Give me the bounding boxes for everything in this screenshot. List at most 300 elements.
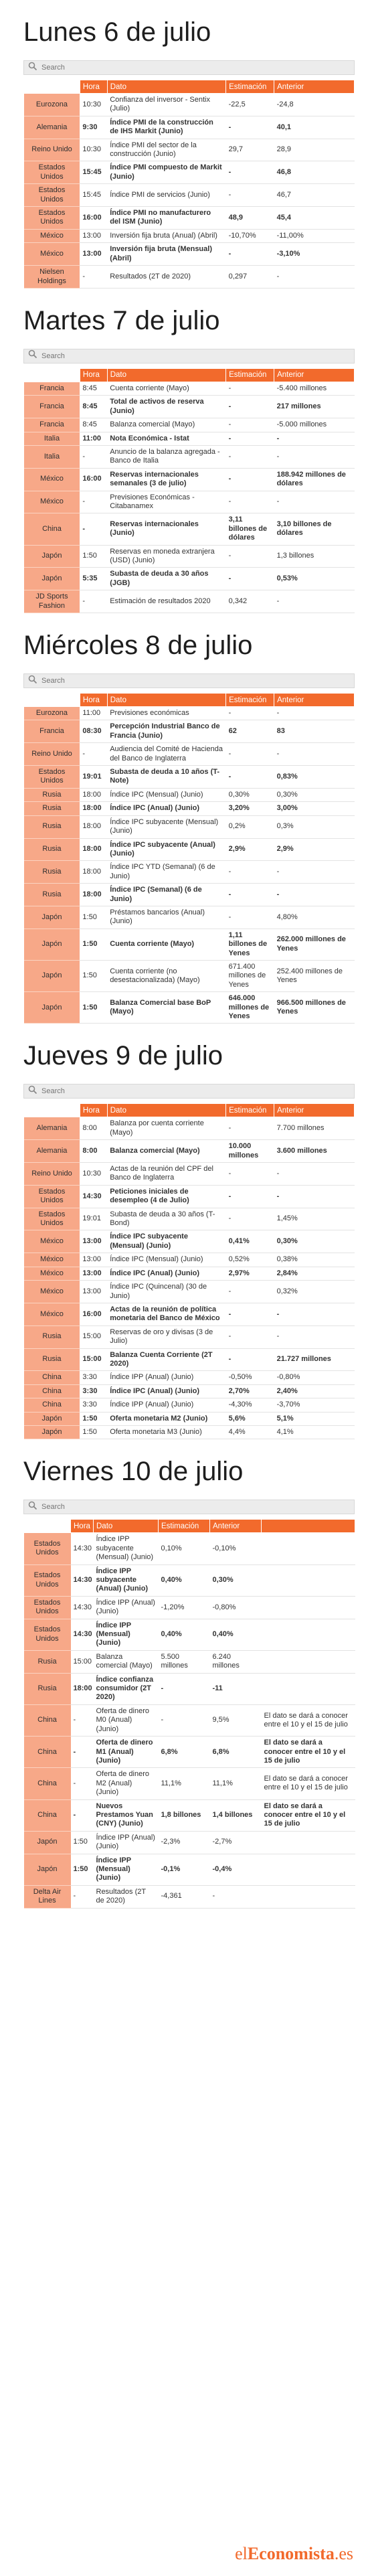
indicator-cell: Peticiones iniciales de desempleo (4 de Julio) [107,1185,225,1208]
column-header-previous: Anterior [274,1104,355,1117]
indicator-cell: Índice confianza consumidor (2T 2020) [94,1673,159,1704]
time-cell: 08:30 [80,720,107,743]
estimate-cell: - [226,1348,274,1371]
country-cell: Estados Unidos [24,161,80,184]
column-header-data: Dato [107,1104,225,1117]
country-cell: Japón [24,545,80,568]
previous-cell: 4,1% [274,1425,355,1439]
time-cell: 1:50 [80,992,107,1024]
previous-cell: 5,1% [274,1412,355,1425]
country-cell: Estados Unidos [24,766,80,789]
previous-cell: - [274,1185,355,1208]
estimate-cell: - [226,906,274,929]
column-header-data: Dato [107,368,225,382]
column-header-time: Hora [71,1520,94,1533]
country-cell: Rusia [24,1348,80,1371]
previous-cell: -0,80% [274,1371,355,1384]
table-row [24,545,355,568]
note-cell [262,1596,355,1619]
indicator-cell: Oferta de dinero M2 (Anual) (Junio) [94,1768,159,1799]
estimate-cell: - [159,1673,210,1704]
previous-cell: 2,84% [274,1267,355,1280]
indicator-cell: Índice IPP (Anual) (Junio) [107,1398,225,1412]
indicator-cell: Balanza comercial (Mayo) [94,1650,159,1673]
time-cell: 14:30 [71,1619,94,1650]
indicator-cell: Total de activos de reserva (Junio) [107,396,225,418]
search-input[interactable] [41,1087,323,1095]
indicator-cell: Cuenta corriente (Mayo) [107,929,225,960]
table-row [24,743,355,766]
previous-cell: 28,9 [274,139,355,161]
estimate-cell: 4,4% [226,1425,274,1439]
country-cell: JD Sports Fashion [24,590,80,613]
country-cell: México [24,229,80,242]
estimate-cell: 0,297 [226,266,274,289]
day-section [0,613,368,1024]
indicator-cell: Índice IPC (Anual) (Junio) [107,1384,225,1398]
estimate-cell: - [226,707,274,720]
search-input[interactable] [41,64,323,72]
indicator-cell: Balanza comercial (Mayo) [107,418,225,432]
estimate-cell: 671.400 millones de Yenes [226,960,274,991]
day-section [0,1024,368,1439]
table-row [24,184,355,207]
search-bar[interactable] [23,673,355,688]
indicator-cell: Índice PMI del sector de la construcción (Junio) [107,139,225,161]
estimate-cell: - [226,766,274,789]
indicator-cell: Índice IPC (Semanal) (6 de Junio) [107,884,225,906]
time-cell: - [80,491,107,513]
estimate-cell: - [226,468,274,491]
table-row [24,884,355,906]
country-cell: Estados Unidos [24,1533,71,1564]
note-cell: El dato se dará a conocer entre el 10 y el 15 de julio [262,1704,355,1736]
indicator-cell: Resultados (2T de 2020) [107,266,225,289]
indicator-cell: Índice IPC subyacente (Mensual) (Junio) [107,1230,225,1253]
previous-cell: - [274,707,355,720]
search-bar[interactable] [23,349,355,364]
indicator-cell: Índice IPC (Quincenal) (30 de Junio) [107,1281,225,1303]
search-bar[interactable] [23,1500,355,1514]
time-cell: 14:30 [71,1564,94,1596]
search-bar[interactable] [23,60,355,75]
time-cell: - [71,1799,94,1831]
estimate-cell: 0,30% [226,788,274,801]
previous-cell: 966.500 millones de Yenes [274,992,355,1024]
previous-cell: 0,40% [210,1619,262,1650]
country-cell: Italia [24,432,80,445]
previous-cell: - [274,743,355,766]
time-cell: - [71,1768,94,1799]
table-row [24,1117,355,1140]
country-cell: China [24,1737,71,1768]
country-cell: Delta Air Lines [24,1885,71,1908]
calendar-table [23,368,355,613]
country-cell: Rusia [24,1325,80,1348]
previous-cell: 1,3 billones [274,545,355,568]
note-cell [262,1619,355,1650]
previous-cell: - [274,1325,355,1348]
country-cell: Rusia [24,838,80,861]
table-row [24,1412,355,1425]
table-row [24,418,355,432]
estimate-cell: 2,97% [226,1267,274,1280]
estimate-cell: - [226,1208,274,1230]
country-cell: Rusia [24,1673,71,1704]
column-header-country [24,368,80,382]
column-header-country [24,1104,80,1117]
previous-cell: - [274,491,355,513]
indicator-cell: Balanza comercial (Mayo) [107,1140,225,1163]
estimate-cell: 5.500 millones [159,1650,210,1673]
column-header-estimate: Estimación [226,368,274,382]
indicator-cell: Previsiones Económicas - Citabanamex [107,491,225,513]
time-cell: 16:00 [80,1303,107,1325]
previous-cell: -5.400 millones [274,382,355,395]
estimate-cell: - [226,432,274,445]
country-cell: Estados Unidos [24,1596,71,1619]
indicator-cell: Índice PMI de la construcción de IHS Markit (Junio) [107,116,225,139]
previous-cell: 9,5% [210,1704,262,1736]
country-cell: Japón [24,906,80,929]
estimate-cell: - [226,445,274,468]
indicator-cell: Resultados (2T de 2020) [94,1885,159,1908]
estimate-cell: - [226,1163,274,1186]
table-row [24,1253,355,1267]
table-row [24,229,355,242]
indicator-cell: Índice IPC (Mensual) (Junio) [107,788,225,801]
previous-cell: - [274,884,355,906]
previous-cell: 6,8% [210,1737,262,1768]
table-row [24,468,355,491]
table-row [24,1737,355,1768]
indicator-cell: Índice IPC YTD (Semanal) (6 de Junio) [107,861,225,884]
country-cell: Japón [24,992,80,1024]
estimate-cell: - [226,1117,274,1140]
country-cell: Estados Unidos [24,184,80,207]
previous-cell: -5.000 millones [274,418,355,432]
table-row [24,1596,355,1619]
estimate-cell: - [226,568,274,590]
country-cell: México [24,468,80,491]
indicator-cell: Inversión fija bruta (Mensual) (Abril) [107,243,225,266]
time-cell: 19:01 [80,766,107,789]
table-row [24,1768,355,1799]
indicator-cell: Nota Económica - Istat [107,432,225,445]
table-row [24,1533,355,1564]
table-row [24,1854,355,1885]
table-row [24,1885,355,1908]
estimate-cell: -1,20% [159,1596,210,1619]
table-row [24,1398,355,1412]
country-cell: Nielsen Holdings [24,266,80,289]
time-cell: 18:00 [80,788,107,801]
time-cell: 1:50 [80,960,107,991]
table-row [24,766,355,789]
time-cell: 18:00 [80,802,107,815]
previous-cell: - [274,590,355,613]
indicator-cell: Índice IPC (Anual) (Junio) [107,802,225,815]
indicator-cell: Índice IPP (Mensual) (Junio) [94,1854,159,1885]
indicator-cell: Reservas en moneda extranjera (USD) (Junio) [107,545,225,568]
time-cell: 8:00 [80,1117,107,1140]
indicator-cell: Audiencia del Comité de Hacienda del Banco de Inglaterra [107,743,225,766]
estimate-cell: - [226,184,274,207]
indicator-cell: Índice IPP subyacente (Anual) (Junio) [94,1564,159,1596]
time-cell: 1:50 [80,929,107,960]
indicator-cell: Balanza por cuenta corriente (Mayo) [107,1117,225,1140]
estimate-cell: 0,40% [159,1619,210,1650]
table-row [24,94,355,116]
time-cell: 16:00 [80,468,107,491]
time-cell: 3:30 [80,1398,107,1412]
table-row [24,960,355,991]
table-row [24,432,355,445]
calendar-table [23,693,355,1024]
estimate-cell: 11,1% [159,1768,210,1799]
previous-cell: -11 [210,1673,262,1704]
column-header-estimate: Estimación [226,694,274,707]
previous-cell: - [274,445,355,468]
country-cell: Japón [24,960,80,991]
time-cell: 16:00 [80,207,107,230]
previous-cell: 3,10 billones de dólares [274,513,355,545]
day-title: Viernes 10 de julio [23,1457,244,1487]
indicator-cell: Índice IPC subyacente (Mensual) (Junio) [107,815,225,838]
indicator-cell: Subasta de deuda a 10 años (T-Note) [107,766,225,789]
time-cell: 18:00 [80,884,107,906]
indicator-cell: Previsiones económicas [107,707,225,720]
search-input[interactable] [41,352,323,360]
time-cell: 14:30 [71,1533,94,1564]
country-cell: China [24,1768,71,1799]
time-cell: 15:00 [71,1650,94,1673]
estimate-cell: 1,8 billones [159,1799,210,1831]
time-cell: 13:00 [80,1230,107,1253]
indicator-cell: Índice IPP (Anual) (Junio) [94,1596,159,1619]
country-cell: Japón [24,1412,80,1425]
country-cell: Rusia [24,788,80,801]
column-header-previous: Anterior [274,80,355,94]
table-row [24,207,355,230]
previous-cell: -0,10% [210,1533,262,1564]
previous-cell: 3,00% [274,802,355,815]
table-row [24,491,355,513]
indicator-cell: Estimación de resultados 2020 [107,590,225,613]
previous-cell: - [274,266,355,289]
time-cell: 18:00 [80,861,107,884]
previous-cell: - [274,432,355,445]
estimate-cell: 3,11 billones de dólares [226,513,274,545]
table-row [24,1230,355,1253]
estimate-cell: 0,52% [226,1253,274,1267]
time-cell: - [80,743,107,766]
estimate-cell: - [226,743,274,766]
time-cell: 1:50 [71,1854,94,1885]
table-row [24,513,355,545]
estimate-cell: - [226,1185,274,1208]
time-cell: 13:00 [80,243,107,266]
table-row [24,815,355,838]
indicator-cell: Balanza Comercial base BoP (Mayo) [107,992,225,1024]
time-cell: - [80,590,107,613]
table-row [24,1704,355,1736]
indicator-cell: Índice IPC subyacente (Anual) (Junio) [107,838,225,861]
time-cell: 13:00 [80,1281,107,1303]
estimate-cell: - [226,545,274,568]
table-row [24,1799,355,1831]
country-cell: China [24,1371,80,1384]
table-row [24,1163,355,1186]
time-cell: 18:00 [80,815,107,838]
column-header-time: Hora [80,1104,107,1117]
table-row [24,906,355,929]
time-cell: 14:30 [71,1596,94,1619]
table-row [24,1371,355,1384]
previous-cell: -0,4% [210,1854,262,1885]
table-row [24,1325,355,1348]
estimate-cell: 10.000 millones [226,1140,274,1163]
previous-cell: 0,3% [274,815,355,838]
table-row [24,116,355,139]
time-cell: 3:30 [80,1371,107,1384]
table-row [24,1564,355,1596]
time-cell: - [71,1737,94,1768]
column-header-time: Hora [80,368,107,382]
note-cell [262,1650,355,1673]
previous-cell: 262.000 millones de Yenes [274,929,355,960]
estimate-cell: -0,50% [226,1371,274,1384]
previous-cell: 0,30% [210,1564,262,1596]
table-row [24,1673,355,1704]
previous-cell: 0,83% [274,766,355,789]
country-cell: Francia [24,720,80,743]
estimate-cell: 3,20% [226,802,274,815]
indicator-cell: Préstamos bancarios (Anual) (Junio) [107,906,225,929]
indicator-cell: Índice IPP (Anual) (Junio) [107,1371,225,1384]
country-cell: Eurozona [24,707,80,720]
table-row [24,992,355,1024]
indicator-cell: Índice IPC (Anual) (Junio) [107,1267,225,1280]
estimate-cell: -4,361 [159,1885,210,1908]
table-row [24,1281,355,1303]
time-cell: - [80,266,107,289]
country-cell: Italia [24,445,80,468]
table-row [24,707,355,720]
previous-cell: 0,32% [274,1281,355,1303]
country-cell: China [24,513,80,545]
column-header-country [24,694,80,707]
table-header-row [24,368,355,382]
country-cell: Japón [24,1425,80,1439]
column-header-country [24,80,80,94]
country-cell: China [24,1398,80,1412]
time-cell: 14:30 [80,1185,107,1208]
search-input[interactable] [41,677,323,685]
time-cell: 10:30 [80,139,107,161]
time-cell: 10:30 [80,94,107,116]
previous-cell: 217 millones [274,396,355,418]
country-cell: Rusia [24,884,80,906]
previous-cell: -0,80% [210,1596,262,1619]
country-cell: Estados Unidos [24,1185,80,1208]
estimate-cell: -0,1% [159,1854,210,1885]
table-row [24,1384,355,1398]
previous-cell: -24,8 [274,94,355,116]
previous-cell: -11,00% [274,229,355,242]
country-cell: Rusia [24,815,80,838]
table-header-row [24,1520,355,1533]
estimate-cell: 0,342 [226,590,274,613]
country-cell: Alemania [24,116,80,139]
search-input[interactable] [41,1503,323,1511]
indicator-cell: Índice IPP (Anual) (Junio) [94,1831,159,1854]
previous-cell: 0,30% [274,788,355,801]
note-cell [262,1533,355,1564]
country-cell: Francia [24,418,80,432]
day-section [0,0,368,289]
previous-cell: 3.600 millones [274,1140,355,1163]
table-row [24,382,355,395]
column-header-country [24,1520,71,1533]
brand-logo: elEconomista.es [235,2544,353,2563]
day-section [0,289,368,613]
time-cell: 10:30 [80,1163,107,1186]
day-title: Martes 7 de julio [23,305,220,335]
table-row [24,1831,355,1854]
previous-cell: 0,38% [274,1253,355,1267]
time-cell: 11:00 [80,432,107,445]
time-cell: - [80,445,107,468]
country-cell: México [24,1281,80,1303]
calendar-table [23,80,355,289]
indicator-cell: Oferta de dinero M1 (Anual) (Junio) [94,1737,159,1768]
time-cell: 8:45 [80,418,107,432]
search-bar[interactable] [23,1084,355,1099]
country-cell: Japón [24,1831,71,1854]
estimate-cell: -4,30% [226,1398,274,1412]
day-title: Jueves 9 de julio [23,1041,223,1071]
previous-cell: 11,1% [210,1768,262,1799]
indicator-cell: Índice IPP (Mensual) (Junio) [94,1619,159,1650]
column-header-note [262,1520,355,1533]
country-cell: Reino Unido [24,743,80,766]
time-cell: 13:00 [80,229,107,242]
country-cell: Estados Unidos [24,1564,71,1596]
country-cell: China [24,1704,71,1736]
country-cell: México [24,1267,80,1280]
estimate-cell: 0,10% [159,1533,210,1564]
column-header-previous: Anterior [274,694,355,707]
previous-cell: 40,1 [274,116,355,139]
estimate-cell: -10,70% [226,229,274,242]
time-cell: 8:45 [80,382,107,395]
country-cell: México [24,1230,80,1253]
previous-cell: 6.240 millones [210,1650,262,1673]
estimate-cell: - [226,884,274,906]
previous-cell: 252.400 millones de Yenes [274,960,355,991]
note-cell [262,1673,355,1704]
country-cell: Reino Unido [24,1163,80,1186]
previous-cell: 46,7 [274,184,355,207]
indicator-cell: Actas de la reunión de política monetaria del Banco de México [107,1303,225,1325]
indicator-cell: Actas de la reunión del CPF del Banco de Inglaterra [107,1163,225,1186]
estimate-cell: - [226,396,274,418]
search-icon [28,1501,41,1514]
table-row [24,802,355,815]
time-cell: - [71,1704,94,1736]
search-icon [28,62,41,74]
